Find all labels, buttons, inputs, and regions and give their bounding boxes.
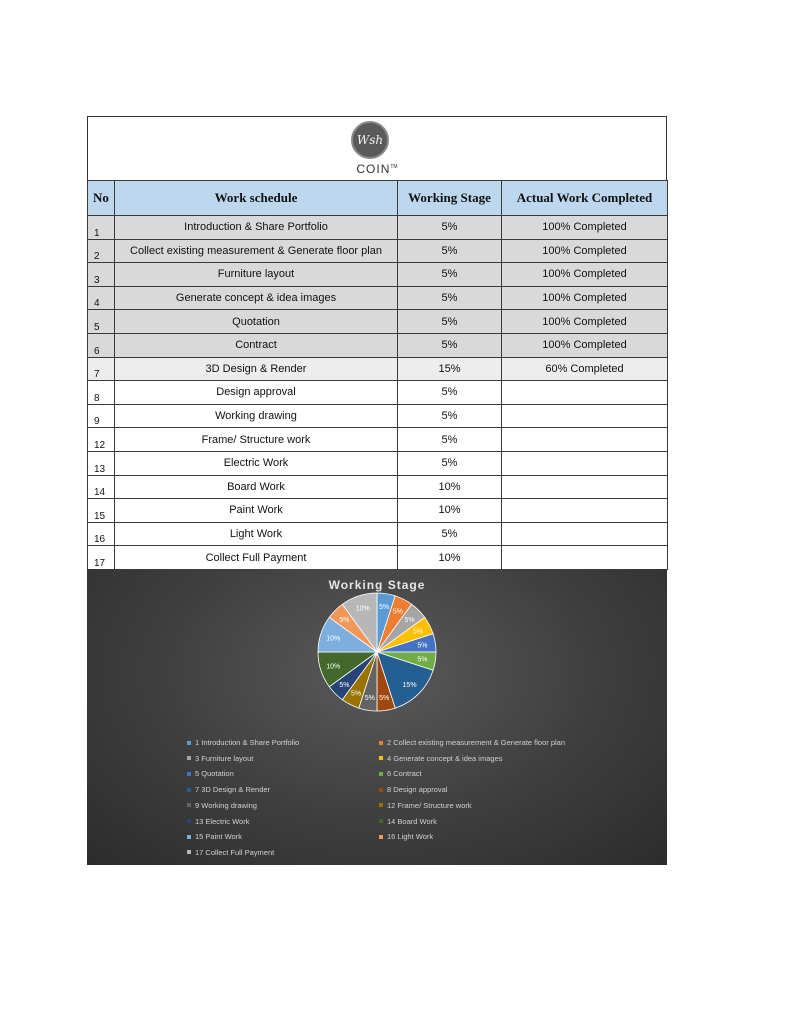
pie-data-label: 10%: [355, 605, 370, 613]
table-row: [88, 286, 668, 310]
legend-item: [187, 754, 253, 763]
row-actual-work: 100% Completed: [502, 310, 668, 334]
row-actual-work: 100% Completed: [502, 263, 668, 287]
pie-data-label: 5%: [364, 694, 375, 702]
table-row: [88, 216, 668, 240]
legend-item: [379, 785, 447, 794]
row-work-schedule: Collect Full Payment: [115, 546, 398, 570]
row-no: 17: [88, 546, 115, 570]
legend-label: 6 Contract: [387, 769, 422, 779]
row-working-stage: 5%: [398, 428, 502, 452]
table-row: [88, 546, 668, 570]
row-work-schedule: Introduction & Share Portfolio: [115, 216, 398, 240]
pie-data-label: 5%: [417, 656, 428, 664]
chart-title: Working Stage: [328, 578, 426, 592]
legend-swatch: [187, 772, 191, 776]
row-work-schedule: Generate concept & idea images: [115, 286, 398, 310]
row-work-schedule: Collect existing measurement & Generate floor plan: [115, 239, 398, 263]
row-working-stage: 5%: [398, 310, 502, 334]
logo-tm: TM: [390, 164, 398, 170]
logo-word-text: COIN: [356, 162, 391, 176]
row-no: 5: [88, 310, 115, 334]
row-no: 7: [88, 357, 115, 381]
table-row: [88, 381, 668, 405]
row-work-schedule: Light Work: [115, 522, 398, 546]
row-no: 8: [88, 381, 115, 405]
row-working-stage: 5%: [398, 216, 502, 240]
pie-data-label: 5%: [339, 616, 350, 624]
row-work-schedule: Working drawing: [115, 404, 398, 428]
row-actual-work: [502, 404, 668, 428]
legend-swatch: [379, 741, 383, 745]
row-no: 1: [88, 216, 115, 240]
row-work-schedule: Contract: [115, 333, 398, 357]
row-working-stage: 5%: [398, 522, 502, 546]
row-no: 16: [88, 522, 115, 546]
row-actual-work: 100% Completed: [502, 216, 668, 240]
table-row: [88, 333, 668, 357]
legend-swatch: [187, 835, 191, 839]
row-no: 2: [88, 239, 115, 263]
row-actual-work: [502, 475, 668, 499]
legend-swatch: [379, 772, 383, 776]
row-working-stage: 5%: [398, 381, 502, 405]
row-work-schedule: Electric Work: [115, 451, 398, 475]
row-work-schedule: Frame/ Structure work: [115, 428, 398, 452]
legend-label: 9 Working drawing: [195, 800, 257, 810]
row-working-stage: 5%: [398, 286, 502, 310]
table-header-row: [88, 181, 668, 216]
row-working-stage: 5%: [398, 263, 502, 287]
legend-label: 1 Introduction & Share Portfolio: [195, 738, 300, 747]
table-row: [88, 475, 668, 499]
row-working-stage: 15%: [398, 357, 502, 381]
legend-label: 5 Quotation: [195, 769, 234, 779]
logo-script-text: Wsh: [356, 133, 384, 147]
table-row: [88, 310, 668, 334]
row-actual-work: 100% Completed: [502, 286, 668, 310]
row-working-stage: 5%: [398, 451, 502, 475]
header-work-schedule: Work schedule: [115, 181, 398, 216]
legend-label: 3 Furniture layout: [195, 753, 254, 763]
legend-item: [379, 817, 437, 826]
row-work-schedule: 3D Design & Render: [115, 357, 398, 381]
row-actual-work: [502, 428, 668, 452]
row-no: 12: [88, 428, 115, 452]
row-working-stage: 10%: [398, 475, 502, 499]
chart-legend: [87, 569, 667, 865]
legend-swatch: [187, 803, 191, 807]
legend-swatch: [187, 741, 191, 745]
legend-label: 14 Board Work: [387, 816, 437, 826]
legend-swatch: [187, 850, 191, 854]
row-actual-work: 60% Completed: [502, 357, 668, 381]
row-work-schedule: Design approval: [115, 381, 398, 405]
legend-swatch: [379, 803, 383, 807]
pie-data-label: 10%: [326, 663, 341, 671]
legend-item: [187, 801, 257, 810]
row-working-stage: 5%: [398, 333, 502, 357]
work-schedule-table: [87, 180, 668, 570]
table-row: [88, 404, 668, 428]
legend-item: [379, 832, 433, 841]
table-row: [88, 522, 668, 546]
row-work-schedule: Quotation: [115, 310, 398, 334]
row-work-schedule: Furniture layout: [115, 263, 398, 287]
row-actual-work: 100% Completed: [502, 239, 668, 263]
legend-label: 4 Generate concept & idea images: [387, 753, 503, 763]
row-actual-work: [502, 451, 668, 475]
legend-label: 2 Collect existing measurement & Generate floor plan: [387, 738, 566, 747]
legend-label: 12 Frame/ Structure work: [387, 800, 472, 810]
row-no: 4: [88, 286, 115, 310]
legend-label: 17 Collect Full Payment: [195, 847, 275, 857]
legend-label: 15 Paint Work: [195, 832, 242, 842]
row-working-stage: 10%: [398, 546, 502, 570]
row-actual-work: [502, 546, 668, 570]
header-working-stage: Working Stage: [398, 181, 502, 216]
row-working-stage: 10%: [398, 499, 502, 523]
legend-label: 13 Electric Work: [195, 816, 250, 826]
row-actual-work: [502, 381, 668, 405]
table-row: [88, 357, 668, 381]
schedule-sheet: [87, 116, 667, 570]
table-row: [88, 263, 668, 287]
legend-swatch: [187, 756, 191, 760]
row-no: 9: [88, 404, 115, 428]
legend-item: [379, 754, 503, 763]
legend-item: [187, 738, 299, 747]
legend-swatch: [187, 819, 191, 823]
pie-data-label: 5%: [417, 642, 428, 650]
pie-data-label: 5%: [351, 690, 362, 698]
brand-logo-icon: [351, 121, 389, 159]
row-actual-work: [502, 522, 668, 546]
pie-data-label: 5%: [379, 694, 390, 702]
header-no: No: [88, 181, 115, 216]
row-working-stage: 5%: [398, 404, 502, 428]
pie-data-label: 5%: [339, 682, 350, 690]
row-working-stage: 5%: [398, 239, 502, 263]
row-no: 15: [88, 499, 115, 523]
legend-item: [187, 848, 274, 857]
pie-data-label: 15%: [402, 682, 417, 690]
pie-data-label: 5%: [379, 604, 390, 612]
pie-data-label: 5%: [412, 628, 424, 636]
legend-item: [187, 769, 234, 778]
legend-swatch: [187, 788, 191, 792]
table-row: [88, 499, 668, 523]
table-row: [88, 428, 668, 452]
pie-data-label: 5%: [404, 616, 415, 624]
pie-data-label: 5%: [392, 608, 403, 616]
row-work-schedule: Board Work: [115, 475, 398, 499]
row-actual-work: [502, 499, 668, 523]
legend-label: 7 3D Design & Render: [195, 785, 271, 795]
row-no: 14: [88, 475, 115, 499]
row-no: 3: [88, 263, 115, 287]
logo-header: [87, 116, 667, 180]
table-row: [88, 239, 668, 263]
legend-swatch: [379, 756, 383, 760]
legend-item: [379, 801, 472, 810]
legend-item: [379, 769, 422, 778]
legend-item: [187, 832, 242, 841]
legend-item: [187, 817, 249, 826]
row-actual-work: 100% Completed: [502, 333, 668, 357]
row-no: 13: [88, 451, 115, 475]
legend-swatch: [379, 835, 383, 839]
logo-wordmark: [88, 162, 666, 176]
pie-data-label: 10%: [326, 635, 341, 643]
row-work-schedule: Paint Work: [115, 499, 398, 523]
legend-swatch: [379, 788, 383, 792]
header-actual-work: Actual Work Completed: [502, 181, 668, 216]
legend-item: [187, 785, 270, 794]
legend-label: 8 Design approval: [387, 785, 448, 795]
legend-label: 16 Light Work: [387, 832, 434, 842]
legend-swatch: [379, 819, 383, 823]
working-stage-chart: [87, 569, 667, 865]
table-row: [88, 451, 668, 475]
legend-item: [379, 738, 565, 747]
row-no: 6: [88, 333, 115, 357]
table-body: [88, 216, 668, 570]
